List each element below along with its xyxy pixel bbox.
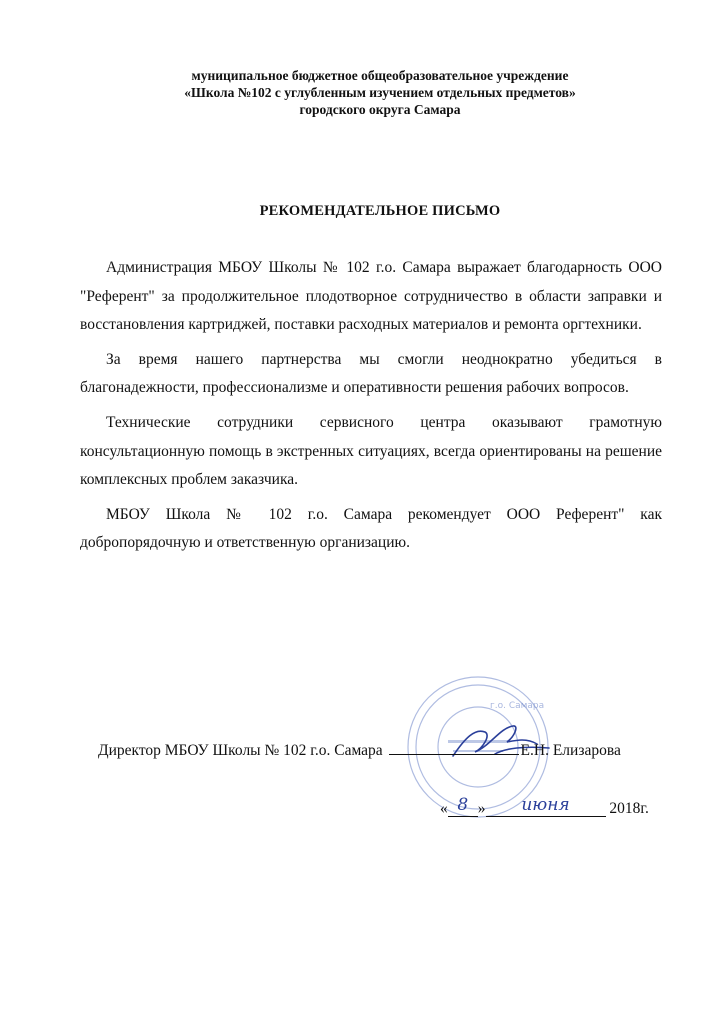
stamp-text: г.о. Самара <box>490 701 545 711</box>
date-year: 2018г. <box>609 800 649 817</box>
header-line-3: городского округа Самара <box>299 102 461 117</box>
paragraph-2: За время нашего партнерства мы смогли неоднократно убедиться в благонадежности, профессионализме и оперативности решения рабочих вопросов. <box>80 350 662 397</box>
paragraph-3: Технические сотрудники сервисного центра оказывают грамотную консультационную помощь в экстренных ситуациях, всегда ориентированы на решение комплексных проблем заказчика. <box>80 413 662 489</box>
header-line-2: «Школа №102 с углубленным изучением отдельных предметов» <box>184 85 576 100</box>
date-month-field <box>486 795 606 817</box>
signature-line <box>98 740 678 760</box>
institution-header <box>80 67 680 118</box>
signatory-position: Директор МБОУ Школы № 102 г.о. Самара <box>98 742 383 759</box>
date-line <box>440 795 680 818</box>
letter-body <box>80 254 662 558</box>
date-day: 8 <box>457 795 469 815</box>
signature-blank <box>389 740 519 755</box>
letter-title: РЕКОМЕНДАТЕЛЬНОЕ ПИСЬМО <box>259 203 501 219</box>
date-close-quote: » <box>477 800 486 817</box>
header-line-1: муниципальное бюджетное общеобразовательное учреждение <box>191 68 569 83</box>
date-day-field <box>448 795 478 817</box>
paragraph-1: Администрация МБОУ Школы № 102 г.о. Самара выражает благодарность ООО "Референт" за продолжительное плодотворное сотрудничество в области заправки и восстановления картриджей, поставки расходных материалов и ремонта оргтехники. <box>80 259 662 334</box>
date-month: июня <box>521 795 570 815</box>
signatory-name: Е.Н. Елизарова <box>520 742 621 759</box>
date-open-quote: « <box>440 800 448 817</box>
paragraph-4: МБОУ Школа № 102 г.о. Самара рекомендует ООО Референт" как добропорядочную и ответственную организацию. <box>80 505 662 552</box>
